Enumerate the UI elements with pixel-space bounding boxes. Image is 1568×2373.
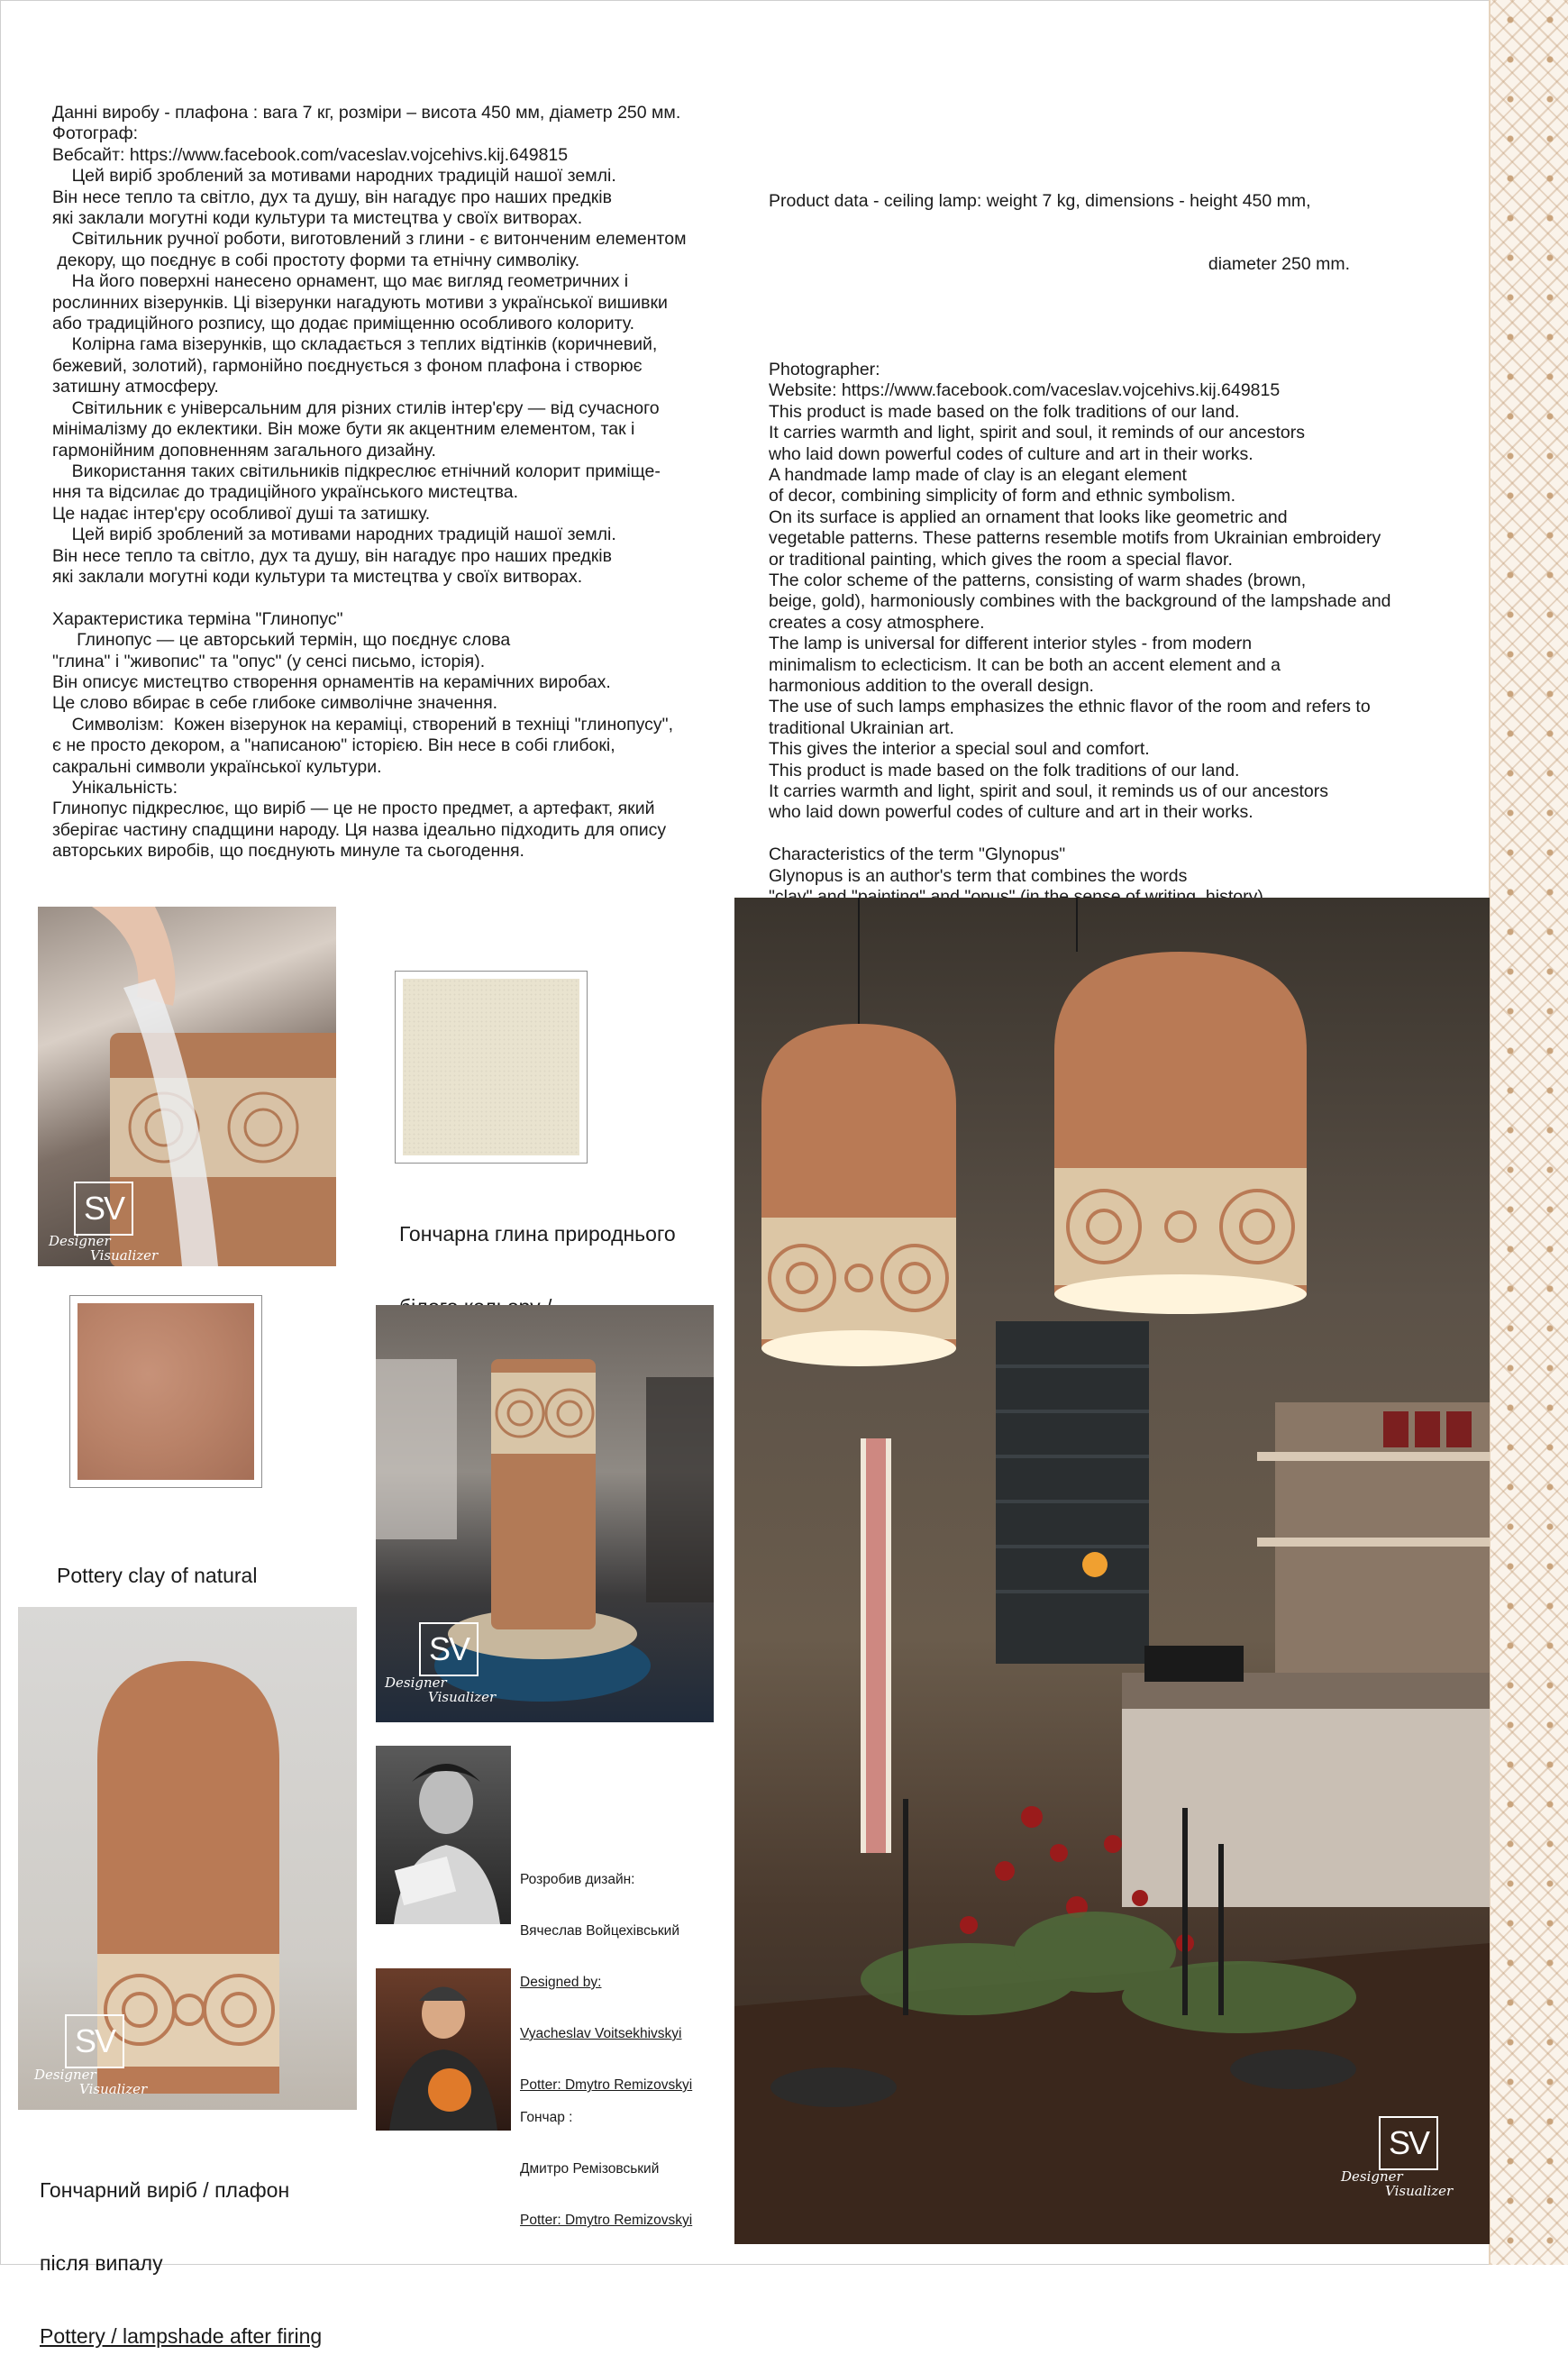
white-clay-caption-ua1: Гончарна глина природнього [399,1222,676,1246]
ua-text-line: які заклали могутні коди культури та мистецтва у своїх витворах. [52,208,583,229]
sv-logo-sub1-2: Designer [385,1675,447,1691]
sv-logo-mark-3: SV [65,2014,124,2068]
en-text-line: Characteristics of the term "Glynopus" [769,844,1066,865]
en-text-line: who laid down powerful codes of culture and art in their works. [769,443,1253,464]
ua-text-line: або традиційного розпису, що додає приміщенню особливого колориту. [52,314,634,334]
ua-text-line: зберігає частину спадщини народу. Ця назва ідеально підходить для опису [52,819,667,840]
en-text-line: beige, gold), harmoniously combines with the background of the lampshade and [769,591,1391,612]
ua-text-line: рослинних візерунків. Ці візерунки нагадують мотиви з української вишивки [52,292,668,313]
ua-text-line: Данні виробу - плафона : вага 7 кг, розміри – висота 450 мм, діаметр 250 мм. [52,103,681,123]
ua-text-line: Унікальність: [52,778,178,798]
ua-text-line: затишну атмосферу. [52,377,219,397]
stencil-process-photo [38,907,336,1266]
ua-text-line: Характеристика терміна "Глинопус" [52,608,343,629]
en-text-line: or traditional painting, which gives the room a special flavor. [769,549,1233,570]
ua-text-line [52,588,687,608]
ua-text-line: які заклали могутні коди культури та мистецтва у своїх витворах. [52,566,583,587]
designer-l2: Вячеслав Войцехівський [520,1923,679,1939]
fired-caption-l2: після випалу [40,2251,163,2275]
en-text-line: On its surface is applied an ornament that looks like geometric and [769,507,1288,527]
interior-render [734,898,1490,2244]
white-clay-swatch [403,979,579,1155]
sv-logo-sub2-3: Visualizer [79,2081,148,2097]
en-product-data-line2: diameter 250 mm. [1208,253,1350,274]
en-text-line: creates a cosy atmosphere. [769,612,985,633]
ornament-border-strip [1489,0,1568,2265]
ua-text-line: авторських виробів, що поєднують минуле та сьогодення. [52,841,524,862]
brown-clay-caption-l1: Pottery clay of natural [57,1564,258,1587]
sv-logo-sub1-3: Designer [34,2067,96,2083]
ua-text-line: бежевий, золотий), гармонійно поєднується з фоном плафона і створює [52,355,643,376]
ua-text-line: декору, що поєднує в собі простоту форми та етнічну символіку. [52,250,580,270]
sv-logo-sub2-4: Visualizer [1385,2183,1454,2199]
potter-portrait [376,1968,511,2131]
ua-text-line: Це слово вбирає в себе глибоке символічне значення. [52,693,498,714]
designer-l5: Potter: Dmytro Remizovskyi [520,2077,693,2093]
en-text-line: Website: https://www.facebook.com/vaceslav.vojcehivs.kij.649815 [769,380,1281,401]
ua-text-line: Світильник ручної роботи, виготовлений з глини - є витонченим елементом [52,229,687,250]
ua-text-line: Глинопус підкреслює, що виріб — це не просто предмет, а артефакт, який [52,799,655,819]
fired-caption-l1: Гончарний виріб / плафон [40,2178,290,2202]
en-text-line: harmonious addition to the overall design. [769,675,1094,696]
ua-text-line: Цей виріб зроблений за мотивами народних традицій нашої землі. [52,525,616,545]
ua-text-line: Він описує мистецтво створення орнаментів на керамічних виробах. [52,671,611,692]
sv-logo-sub1: Designer [49,1233,111,1249]
sv-logo-sub2: Visualizer [90,1247,159,1264]
en-text-line: The lamp is universal for different interior styles - from modern [769,634,1253,654]
ua-text-line: Він несе тепло та світло, дух та душу, він нагадує про наших предків [52,545,612,566]
ua-text-line: є не просто декором, а "написаною" історією. Він несе в собі глибокі, [52,735,615,756]
en-text-line [769,824,1391,844]
workshop-vessel-photo [376,1305,714,1722]
designer-l1: Розробив дизайн: [520,1872,635,1887]
en-text-line: This product is made based on the folk traditions of our land. [769,760,1240,780]
fired-lampshade-photo [18,1607,357,2110]
potter-l2: Дмитро Ремізовський [520,2161,660,2177]
potter-credits [520,2075,692,2246]
en-text-line: minimalism to eclecticism. It can be both an accent element and a [769,654,1281,675]
white-clay-swatch-frame [395,971,588,1164]
en-text-line: It carries warmth and light, spirit and soul, it reminds us of our ancestors [769,781,1329,801]
ua-text-line: Фотограф: [52,123,139,144]
en-text-line: The use of such lamps emphasizes the ethnic flavor of the room and refers to [769,697,1371,717]
potter-l1: Гончар : [520,2110,573,2125]
en-text-line: Photographer: [769,359,880,379]
en-text-line: Glynopus is an author's term that combines the words [769,865,1188,886]
ua-text-line: Він несе тепло та світло, дух та душу, він нагадує про наших предків [52,187,612,207]
ua-text-line: Це надає інтер'єру особливої душі та затишку. [52,503,431,524]
sv-logo-sub2-2: Visualizer [428,1689,497,1705]
ua-text-line: Світильник є універсальним для різних стилів інтер'єру — від сучасного [52,397,660,418]
ua-text-line: ння та відсилає до традиційного українського мистецтва. [52,482,518,503]
ua-text-line: Колірна гама візерунків, що складається з теплих відтінків (коричневий, [52,334,658,355]
brown-clay-swatch [77,1303,254,1480]
sv-logo-sub1-4: Designer [1341,2168,1403,2185]
en-text-line: who laid down powerful codes of culture and art in their works. [769,802,1253,823]
en-text-line: This gives the interior a special soul and comfort. [769,739,1150,760]
en-text-line: This product is made based on the folk traditions of our land. [769,401,1240,422]
en-text-line: A handmade lamp made of clay is an elegant element [769,464,1187,485]
designer-l3: Designed by: [520,1975,602,1990]
ukrainian-description [52,103,687,862]
ua-text-line: сакральні символи української культури. [52,756,382,777]
ua-text-line: Вебсайт: https://www.facebook.com/vaceslav.vojcehivs.kij.649815 [52,144,569,165]
sv-logo-mark: SV [74,1182,133,1236]
potter-l3: Potter: Dmytro Remizovskyi [520,2213,693,2228]
designer-portrait [376,1746,511,1924]
en-product-data-line1: Product data - ceiling lamp: weight 7 kg, dimensions - height 450 mm, [769,190,1311,211]
ua-text-line: На його поверхні нанесено орнамент, що має вигляд геометричних і [52,271,629,292]
ua-text-line: гармонійним доповненням загального дизайну. [52,440,436,461]
ua-text-line: "глина" і "живопис" та "опус" (у сенсі письмо, історія). [52,651,486,671]
en-text-line: of decor, combining simplicity of form and ethnic symbolism. [769,486,1236,507]
ua-text-line: Цей виріб зроблений за мотивами народних традицій нашої землі. [52,166,616,187]
brown-clay-swatch-frame [69,1295,262,1488]
ua-text-line: Використання таких світильників підкреслює етнічний колорит приміще- [52,461,661,481]
designer-credits [520,1837,692,2111]
designer-l4: Vyacheslav Voitsekhivskyi [520,2026,682,2041]
en-text-line: vegetable patterns. These patterns resemble motifs from Ukrainian embroidery [769,528,1381,549]
sv-logo-mark-4: SV [1379,2116,1438,2170]
sv-logo-mark-2: SV [419,1622,479,1676]
ua-text-line: Глинопус — це авторський термін, що поєднує слова [52,630,511,651]
ua-text-line: мінімалізму до еклектики. Він може бути як акцентним елементом, так і [52,419,635,440]
en-text-line: It carries warmth and light, spirit and soul, it reminds of our ancestors [769,423,1305,443]
ua-text-line: Символізм: Кожен візерунок на кераміці, створений в техніці "глинопусу", [52,714,673,735]
fired-caption [40,2130,322,2373]
en-text-line: The color scheme of the patterns, consisting of warm shades (brown, [769,570,1307,590]
en-text-line: traditional Ukrainian art. [769,717,954,738]
fired-caption-l3: Pottery / lampshade after firing [40,2324,323,2348]
